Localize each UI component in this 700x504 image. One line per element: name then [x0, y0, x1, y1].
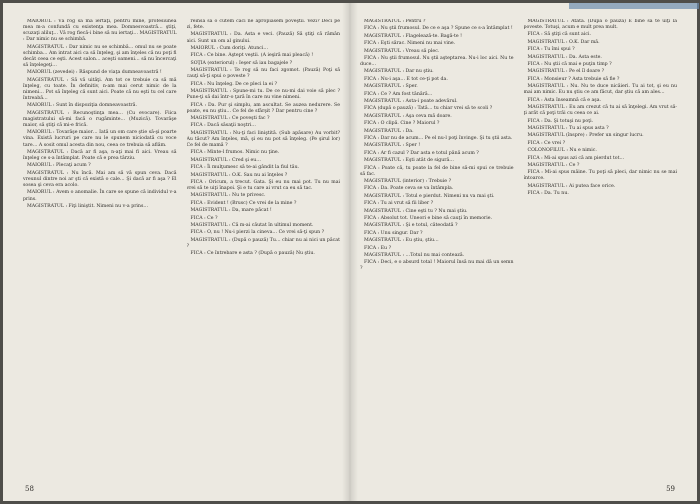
page-number-left: 58 — [25, 485, 34, 493]
dialogue-paragraph: MAGISTRATUL (înspre) : Prefer un singur lucru. — [527, 133, 644, 139]
dialogue-paragraph: FICA : Tu ai vrut să fii liber ? — [364, 201, 434, 207]
dialogue-paragraph: COLONOFILUL : Nu e nimic. — [527, 148, 597, 154]
dialogue-paragraph: MAGISTRATUL : Flagelează-te. Bagă-te ! — [364, 33, 463, 39]
dialogue-paragraph: MAGISTRATUL : Totul e pierdut. Nimeni nu va mai şti. — [364, 193, 495, 199]
dialogue-paragraph: MAGISTRATUL : Sper. — [364, 84, 418, 90]
dialogue-paragraph: MAGISTRATUL : O.K. Sau nu ai înţeles ? — [190, 172, 288, 178]
dialogue-paragraph: FICA : O, nu ! Nu-i pierzi la cineva… Ce vrei să-ţi spun ? — [190, 230, 325, 236]
dialogue-paragraph: MAGISTRATUL : Recunoştinţa mea… (Cu evocare). Fiica magistratului să-mi facă o rugăminte… (Muzică). Tovarăşe maior, să ştiţi că mi-e frică. — [23, 110, 177, 128]
dialogue-paragraph: FICA : Ar fi cazul ? Dar asta e totul până acum ? — [364, 150, 479, 156]
dialogue-paragraph: FICA (după o pauză) : Tată… tu chiar vrei să te scoli ? — [364, 106, 493, 112]
left-page-columns — [23, 19, 340, 481]
dialogue-paragraph: MAGISTRATUL : Nu te privesc. — [190, 193, 266, 199]
dialogue-paragraph: MAGISTRATUL : Sper ! — [364, 143, 421, 149]
dialogue-paragraph: MAGISTRATUL : Ce poveşti fac ? — [190, 115, 270, 121]
dialogue-paragraph: MAGISTRATUL : Vreau să plec. — [364, 48, 440, 54]
dialogue-paragraph: MAGISTRATUL : O.K. Dar mă. — [527, 39, 600, 45]
right-page-column-1 — [360, 19, 514, 481]
dialogue-paragraph: FICA : Asta înseamnă că e aşa. — [527, 97, 601, 103]
dialogue-paragraph: MAGISTRATUL : Tu ai spus asta ? — [527, 125, 609, 131]
dialogue-paragraph: MAGISTRATUL : Eu am crezut că tu ai să înţelegi. Am vrut să-ţi arăt că poţi trăi cu ceea ce ai. — [523, 105, 677, 117]
dialogue-paragraph: MAGISTRATUL : Spune-mi tu. De ce nu-mi dai voie să plec ? Pune-ţi să dai într-o ţară în care nu vine nimeni. — [186, 89, 340, 101]
dialogue-paragraph: FICA : Unu singur. Dar ? — [364, 230, 423, 236]
dialogue-paragraph: FICA : O clipă. Cine ? Maiorul ? — [364, 121, 440, 127]
dialogue-paragraph: FICA : Dacă săsaţii noştri… — [190, 123, 256, 129]
dialogue-paragraph: MAGISTRATUL : (După o pauză) Tu… chiar nu ai nici un păcat ? — [186, 237, 340, 249]
dialogue-paragraph: FICA : Monsieur ? Asta trebuie să fie ? — [527, 76, 620, 82]
book-spread — [3, 3, 697, 501]
page-number-right: 59 — [666, 485, 675, 493]
dialogue-paragraph: MAGISTRATUL : Nu. Nu te duce nicăieri. Tu ai tot, şi eu nu mai am nimic. Eu nu ştiu ce am făcut, dar ştiu că am ales… — [523, 84, 677, 96]
dialogue-paragraph: MAGISTRATUL : Cred şi eu… — [190, 157, 261, 163]
dialogue-paragraph: MAGISTRATUL : Că m-ai căutat în ultimul moment. — [190, 222, 314, 228]
dialogue-paragraph: MAIORUL : Tovarăşe maior… Iată un om care ştie să-şi poarte vina. Există lucruri pe care nu le spunem niciodată cu voce tare… A sosit omul acesta din nou, ceea ce trebuia să aflăm. — [23, 130, 177, 148]
dialogue-paragraph: FICA : Da. Tu nu. — [527, 191, 569, 197]
dialogue-paragraph: MAIORUL (zevedei) : Răspund de viaţa dumneavoastră ! — [27, 70, 162, 76]
dialogue-paragraph: MAGISTRATUL : Eşti atât de sigură… — [364, 158, 454, 164]
left-page-column-1 — [23, 19, 177, 481]
dialogue-paragraph: MAGISTRATUL : Ce ? — [527, 162, 580, 168]
dialogue-paragraph: FICA : Ce întrebare e asta ? (După o pauză) Nu ştiu. — [190, 251, 315, 257]
dialogue-paragraph: MAGISTRATUL : Ai putea face orice. — [527, 183, 616, 189]
dialogue-paragraph: MAGISTRATUL : Fiţi liniştit. Nimeni nu v-a prins… — [27, 203, 149, 209]
dialogue-paragraph: FICA : Da. Şi totuşi nu poţi. — [527, 118, 594, 124]
dialogue-paragraph: MAIORUL : Vă rog să mă iertaţi, pentru mine, profesiunea mea m-a confundă cu existenţa mea. Domnesvoastră… ştiţi, scuzaţi aliluţ… Vă rog fiecă-i bine să nu iertaţi… MAGISTRATUL : Dar nimic nu se schimbă. — [23, 19, 177, 43]
dialogue-paragraph: MAGISTRATUL : Atâta. (După o pauză) E bine să te uiţi la poveste. Totuşi, acum e mult prea mult. — [523, 19, 677, 31]
dialogue-paragraph: MAIORUL : Avem o anomalie. În care se spune că individul v-a prins. — [23, 190, 177, 202]
dialogue-paragraph: FICA : Poate că, tu poate la fel de bine să-mi spui ce trebuie să fac. — [360, 165, 514, 177]
dialogue-paragraph: MAGISTRATUL : …Totul nu mai contează. — [364, 252, 465, 258]
dialogue-paragraph: MAGISTRATUL : Să vă uităţi. Am tot ce trebuie ca să mă înţeleg, cu toate. În definitiv, n-am mai cerut nimic de la nimeni… Pot să înţeleg că sunt aici. Poate că nu eşti tu cel care întreabă… — [23, 77, 177, 102]
dialogue-paragraph: SOŢIA (exteriorul) : Ieşer să iau bagajele ? — [190, 60, 293, 66]
dialogue-paragraph: FICA : Ce vrei ? — [527, 140, 566, 146]
dialogue-paragraph: MAGISTRATUL : Aşa ceva mă doare. — [364, 113, 452, 119]
cover-edge — [569, 3, 699, 9]
dialogue-paragraph: FICA : Oricum, a trecut. Gata. Şi eu nu mai pot. Tu nu mai vrei să te uiţi înapoi. Şi e tu care ai vrut ca eu să tac. — [186, 179, 340, 191]
dialogue-paragraph: FICA : Să ştiţi că sunt aici. — [527, 32, 591, 38]
dialogue-paragraph: FICA : Ce bine. Aştept veştii. (A ieşiră mai pleacă) ! — [190, 53, 314, 59]
dialogue-paragraph: FICA : Ce ? Am fost tânără… — [364, 91, 433, 97]
dialogue-paragraph: FICA : Deci, e o absurd total ! Maiorul însă nu mai dă un semn ? — [360, 260, 514, 272]
right-page-column-2 — [524, 19, 678, 481]
dialogue-paragraph: MAGISTRATUL : Da. Asta e veci. (Pauză) Să ştiţi că rămân aici. Sunt un om al ginului. — [186, 32, 340, 44]
dialogue-paragraph: MAGISTRATUL : Dacă ar fi aşa, n-aţi mai fi aici. Vreau să înţeleg ce s-a întâmplat. Poate că e prea târziu. — [23, 149, 177, 162]
dialogue-paragraph: FICA : Nu-i aşa… E tot ce-ţi pot da. — [364, 76, 448, 82]
dialogue-paragraph: FICA : Tu îmi spui ? — [527, 47, 575, 53]
dialogue-paragraph: FICA : Evident ! (Brusc) Ce vrei de la mine ? — [190, 200, 297, 206]
dialogue-paragraph: MAGISTRATUL : Da. — [364, 128, 414, 134]
dialogue-paragraph: FICA : Nu ştii că mai e puţin timp ? — [527, 62, 612, 68]
dialogue-paragraph: FICA : Nu ştii frumosul. Nu ştii aşteptarea. Nu-i loc aici. Nu te duce… — [360, 55, 514, 68]
dialogue-paragraph: FICA : Dar nu de acum… Pe el nu-l poţi învinge. Şi tu ştii asta. — [364, 135, 513, 141]
dialogue-paragraph: FICA : Da. Poate ceva se va întâmpla. — [364, 186, 454, 192]
dialogue-paragraph: MAIORUL : Cum doriţi. Atunci… — [190, 45, 269, 51]
dialogue-paragraph: MAGISTRATUL : Da, mare păcat ! — [190, 208, 272, 214]
dialogue-paragraph: FICA : Minte-l frumos. Nimic nu ţine. — [190, 150, 280, 156]
dialogue-paragraph: MAGISTRATUL : Eu ştiu, ştiu… — [364, 238, 439, 244]
right-page — [350, 3, 697, 501]
dialogue-paragraph: FICA : Absolut tot. Uneori e bine să cauţi în memorie. — [364, 215, 493, 221]
dialogue-paragraph: MAIORUL : Sunt în dispoziţia domneavoastră. — [27, 103, 137, 109]
dialogue-paragraph: FICA : Nu ştii frumosul. De ce e aşa ? Spune ce s-a întâmplat ! — [364, 26, 513, 32]
dialogue-paragraph: MAGISTRATUL : Dar nimic nu se schimbă… omul nu se poate schimba… Am intrat aici ca să înţeleg, şi am înţeles că nu poţi fi decât ceea ce eşti. Acest salon… aceşti oameni… să nu încercaţi să înţelegeţi… — [23, 44, 177, 68]
dialogue-paragraph: MAIORUL : Plecaţi acum ? — [27, 163, 91, 169]
dialogue-paragraph: MAGISTRATUL : Te rog să nu faci zgomot. (Pauză) Poţi să cauţi să-ţi spui o poveste ? — [186, 68, 340, 80]
left-page-column-2 — [187, 19, 341, 481]
dialogue-paragraph: MAGISTRATUL : Dar nu ştiu. — [364, 69, 434, 75]
dialogue-paragraph: FICA : Îi mulţumesc să te-ai gândit la fiul tău. — [190, 165, 300, 171]
dialogue-paragraph: FICA : Mi-ai spus mâine. Tu poţi să pleci, dar nimic nu se mai întoarce. — [523, 170, 677, 182]
left-page — [3, 3, 350, 501]
dialogue-paragraph: reînsa să o cutem căci ne apropiasem poveştii. Vezi? Deci pe zi, fete. — [186, 19, 340, 31]
dialogue-paragraph: MAGISTRATUL : Da. Asta este. — [527, 54, 602, 60]
dialogue-paragraph: FICA : Da. Pur şi simplu, am ascultat. Se auzea nedurere. Se poate, eu nu ştiu… Ce fel de sfârşit ? Dar pentru cine ? — [186, 102, 340, 114]
dialogue-paragraph: MAGISTRATUL : Pe el îl doare ? — [527, 69, 605, 75]
dialogue-paragraph: MAGISTRATUL (interior) : Trebuie ? — [364, 179, 452, 184]
dialogue-paragraph: MAGISTRATUL : Nu-ţi faci liniştită. (Sub apăsare) Au vorbit? Au tăcut? Am înţeles, mă, şi eu nu pot să înţeleg. (Pe şirul lor) Ce fel de mamă ? — [186, 130, 340, 148]
dialogue-paragraph: FICA : Eşti sărac. Nimeni nu mai vine. — [364, 41, 456, 47]
dialogue-paragraph: MAGISTRATUL : Şi e totul, câteodată ? — [364, 223, 458, 229]
dialogue-paragraph: FICA : Nu înţeleg. De ce pleci la ei ? — [190, 81, 278, 87]
dialogue-paragraph: FICA : Ce ? — [190, 215, 218, 221]
right-page-columns — [360, 19, 677, 481]
dialogue-paragraph: MAGISTRATUL : Cine eşti tu ? Nu mai ştiu. — [364, 208, 468, 214]
dialogue-paragraph: FICA : Eu ? — [364, 245, 392, 251]
dialogue-paragraph: FICA : Mi-ai spus azi că am pierdut tot… — [527, 155, 625, 161]
dialogue-paragraph: MAGISTRATUL : Pentru ? — [364, 19, 426, 24]
dialogue-paragraph: MAGISTRATUL : Nu încă. Mai am să vă spun ceva. Dacă vreunul dintre noi ar şti că există o cale… Şi dacă ar fi aşa ? El sosea şi ceva era acolo. — [23, 170, 177, 189]
dialogue-paragraph: MAGISTRATUL : Asta-i poate adevărul. — [364, 99, 458, 104]
